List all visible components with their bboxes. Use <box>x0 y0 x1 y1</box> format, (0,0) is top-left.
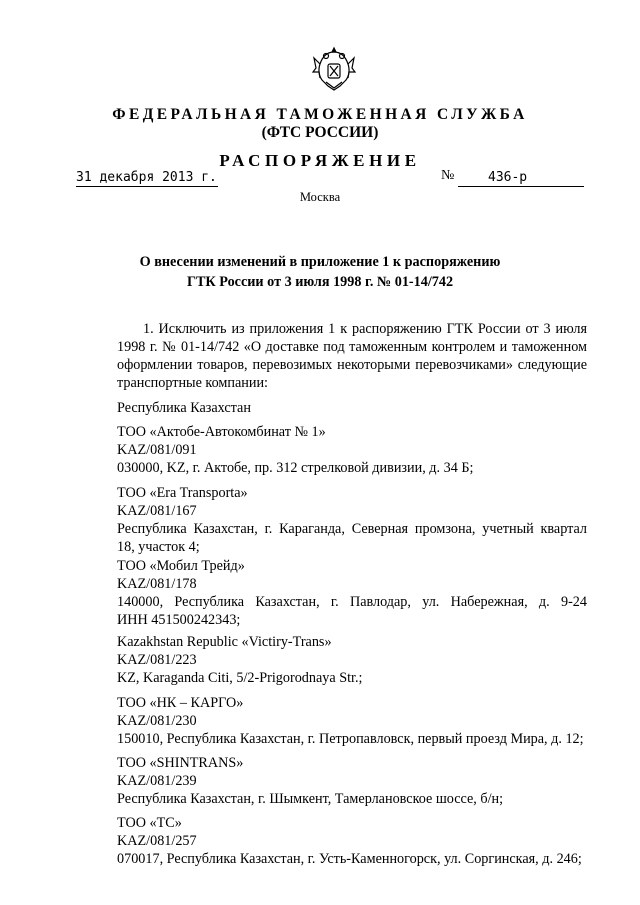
company-code: KAZ/081/178 <box>117 576 197 592</box>
city: Москва <box>299 190 341 204</box>
company-entry <box>117 423 587 477</box>
document-type: РАСПОРЯЖЕНИЕ <box>219 151 421 170</box>
company-name: ТОО «SHINTRANS» <box>117 755 244 771</box>
company-name: ТОО «НК – КАРГО» <box>117 695 244 711</box>
company-address: ИНН 451500242343; <box>117 612 241 628</box>
paragraph-line: 1998 г. № 01-14/742 «О доставке под таможенным контролем и таможенном <box>117 339 587 355</box>
company-name: ТОО «ТС» <box>117 815 182 831</box>
country-heading: Республика Казахстан <box>117 400 251 416</box>
company-address: 070017, Республика Казахстан, г. Усть-Каменногорск, ул. Соргинская, д. 246; <box>117 851 582 867</box>
company-entry <box>117 557 587 629</box>
company-address: Республика Казахстан, г. Шымкент, Тамерлановское шоссе, б/н; <box>117 791 504 807</box>
company-code: KAZ/081/257 <box>117 833 197 849</box>
company-name: ТОО «Актобе-Автокомбинат № 1» <box>117 424 326 440</box>
agency-abbreviation: (ФТС РОССИИ) <box>261 124 379 141</box>
title-line: ГТК России от 3 июля 1998 г. № 01-14/742 <box>186 274 454 290</box>
company-entry <box>117 754 587 808</box>
company-code: KAZ/081/223 <box>117 652 197 668</box>
main-paragraph <box>117 320 587 392</box>
company-address: 18, участок 4; <box>117 539 200 555</box>
document-date: 31 декабря 2013 г. <box>76 170 217 185</box>
company-address: 140000, Республика Казахстан, г. Павлодар, ул. Набережная, д. 9-24 <box>117 594 587 610</box>
paragraph-line: 1. Исключить из приложения 1 к распоряжению ГТК России от 3 июля <box>143 321 587 337</box>
company-code: KAZ/081/167 <box>117 503 197 519</box>
state-emblem-icon <box>312 42 356 94</box>
agency-name: ФЕДЕРАЛЬНАЯ ТАМОЖЕННАЯ СЛУЖБА <box>112 106 528 123</box>
document-number: 436-р <box>458 170 584 187</box>
company-entry <box>117 814 587 868</box>
document-title <box>0 252 640 292</box>
company-code: KAZ/081/091 <box>117 442 197 458</box>
company-entry <box>117 484 587 556</box>
company-address: 150010, Республика Казахстан, г. Петропавловск, первый проезд Мира, д. 12; <box>117 731 584 747</box>
company-address: Республика Казахстан, г. Караганда, Северная промзона, учетный квартал <box>117 521 587 537</box>
paragraph-line: транспортные компании: <box>117 375 268 391</box>
company-address: KZ, Karaganda Citi, 5/2-Prigorodnaya Str.; <box>117 670 363 686</box>
company-entry <box>117 694 587 748</box>
company-name: Kazakhstan Republic «Victiry-Trans» <box>117 634 332 650</box>
company-name: ТОО «Era Transporta» <box>117 485 248 501</box>
company-code: KAZ/081/239 <box>117 773 197 789</box>
company-address: 030000, KZ, г. Актобе, пр. 312 стрелковой дивизии, д. 34 Б; <box>117 460 474 476</box>
company-name: ТОО «Мобил Трейд» <box>117 558 245 574</box>
number-label: № <box>441 168 455 183</box>
company-entry <box>117 633 587 687</box>
paragraph-line: оформлении товаров, перевозимых некоторыми перевозчиками» следующие <box>117 357 587 373</box>
company-code: KAZ/081/230 <box>117 713 197 729</box>
title-line: О внесении изменений в приложение 1 к распоряжению <box>139 254 501 270</box>
